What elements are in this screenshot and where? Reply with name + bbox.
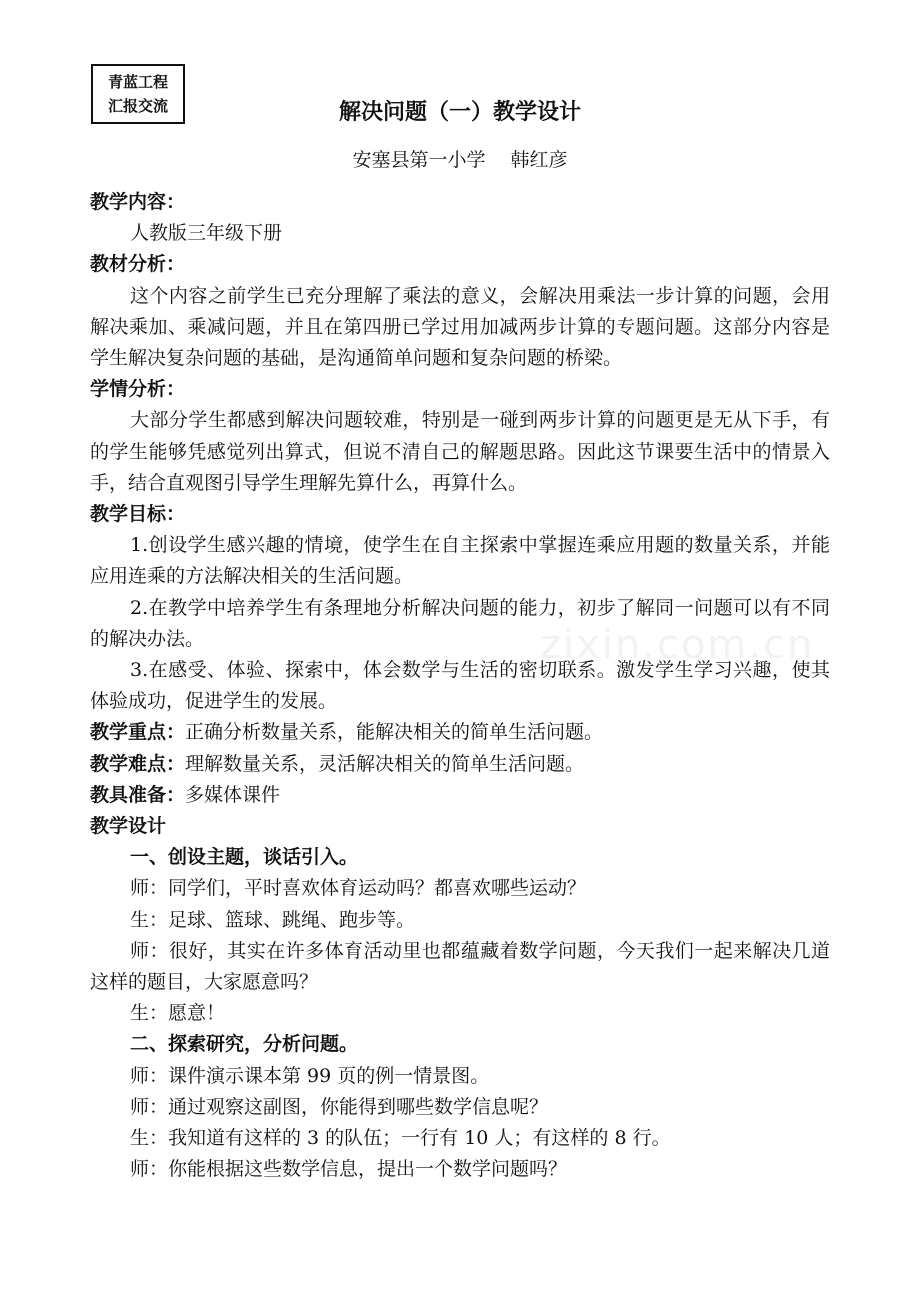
heading-teaching-goals: 教学目标： [90, 503, 186, 526]
heading-teaching-content: 教学内容： [90, 191, 186, 213]
dialogue-line: 师：同学们，平时喜欢体育运动吗？都喜欢哪些运动？ [130, 877, 587, 900]
document-title: 解决问题（一）教学设计 [338, 100, 581, 125]
stamp-line-2: 汇报交流 [107, 97, 168, 115]
key-point-text: 正确分析数量关系，能解决相关的简单生活问题。 [185, 721, 604, 744]
heading-student-analysis: 学情分析： [90, 378, 186, 401]
goal-1: 1.创设学生感兴趣的情境，使学生在自主探索中掌握连乘应用题的数量关系，并能应用连乘的方法解决相关的生活问题。 [90, 534, 830, 588]
stamp-line-1: 青蓝工程 [107, 73, 168, 91]
goal-2: 2.在教学中培养学生有条理地分析解决问题的能力，初步了解同一问题可以有不同的解决办法。 [90, 596, 830, 650]
heading-material-analysis: 教材分析： [90, 253, 186, 276]
dialogue-line: 师：很好，其实在许多体育活动里也都蕴藏着数学问题，今天我们一起来解决几道这样的题目，大家愿意吗？ [90, 939, 830, 994]
key-point-label: 教学重点： [90, 721, 186, 744]
difficulty-text: 理解数量关系，灵活解决相关的简单生活问题。 [185, 752, 585, 775]
goal-3: 3.在感受、体验、探索中，体会数学与生活的密切联系。激发学生学习兴趣，使其体验成功，促进学生的发展。 [90, 659, 830, 713]
document-body [90, 187, 830, 1186]
dialogue-line: 师：你能根据这些数学信息，提出一个数学问题吗？ [130, 1158, 568, 1181]
difficulty-label: 教学难点： [90, 752, 186, 775]
dialogue-line: 师：通过观察这副图，你能得到哪些数学信息呢？ [130, 1095, 549, 1118]
part-2-heading: 二、探索研究，分析问题。 [130, 1033, 359, 1056]
difficulty-row [90, 749, 830, 780]
tools-row [90, 780, 830, 811]
dialogue-line: 生：我知道有这样的 3 的队伍；一行有 10 人；有这样的 8 行。 [130, 1127, 671, 1150]
author-line: 安塞县第一小学 韩红彦 [352, 149, 568, 171]
tools-label: 教具准备： [90, 783, 186, 806]
dialogue-line: 师：课件演示课本第 99 页的例一情景图。 [130, 1064, 490, 1087]
student-analysis-text: 大部分学生都感到解决问题较难，特别是一碰到两步计算的问题更是无从下手，有的学生能够凭感觉列出算式，但说不清自己的解题思路。因此这节课要生活中的情景入手，结合直观图引导学生理解先算什么，再算什么。 [90, 409, 830, 494]
dialogue-line: 生：足球、篮球、跳绳、跑步等。 [130, 908, 416, 931]
key-point-row [90, 717, 830, 748]
heading-teaching-design: 教学设计 [90, 815, 167, 838]
tools-text: 多媒体课件 [185, 783, 281, 806]
part-1-heading: 一、创设主题，谈话引入。 [130, 846, 359, 869]
dialogue-line: 生：愿意！ [130, 1002, 226, 1025]
watermark: zixin.com.cn [540, 622, 815, 668]
teaching-content-text: 人教版三年级下册 [130, 222, 283, 245]
material-analysis-text: 这个内容之前学生已充分理解了乘法的意义，会解决用乘法一步计算的问题，会用解决乘加、乘减问题，并且在第四册已学过用加减两步计算的专题问题。这部分内容是学生解决复杂问题的基础，是沟通简单问题和复杂问题的桥梁。 [90, 284, 830, 370]
